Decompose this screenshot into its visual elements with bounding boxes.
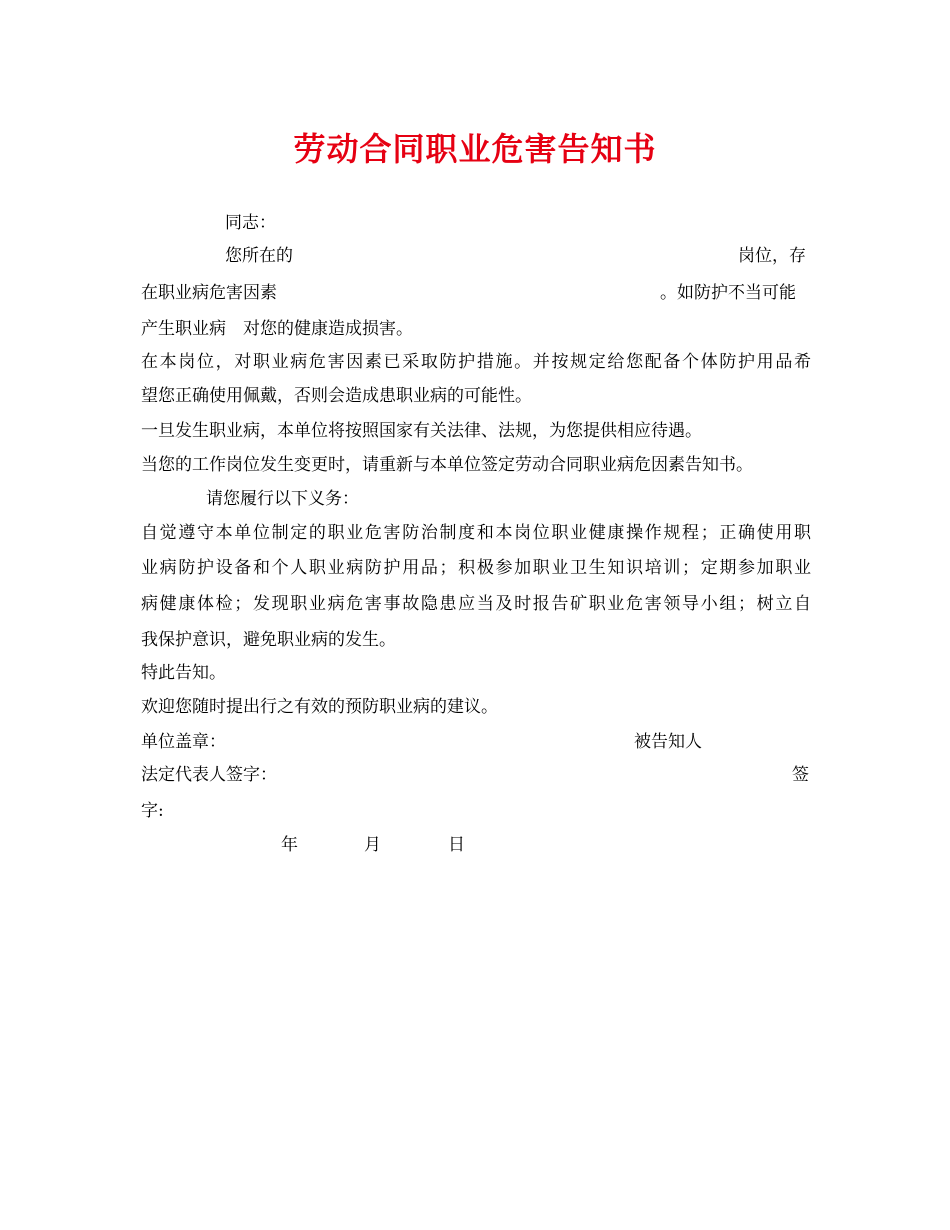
- duty-line-1: 自觉遵守本单位制定的职业危害防治制度和本岗位职业健康操作规程；正确使用职: [141, 523, 811, 543]
- measures-line-2: 望您正确使用佩戴，否则会造成患职业病的可能性。: [141, 386, 532, 406]
- factor-prefix: 在职业病危害因素: [141, 283, 277, 303]
- date-month: 月: [364, 835, 381, 855]
- treatment-line: 一旦发生职业病，本单位将按照国家有关法律、法规，为您提供相应待遇。: [141, 421, 702, 441]
- date-day: 日: [448, 835, 465, 855]
- sign-tail: 字:: [141, 801, 164, 821]
- factor-suffix: 。如防护不当可能: [660, 283, 796, 303]
- duty-intro: 请您履行以下义务：: [206, 489, 359, 509]
- date-year: 年: [281, 835, 298, 855]
- unit-seal-label: 单位盖章：: [141, 732, 226, 752]
- post-prefix: 您所在的: [225, 246, 293, 266]
- duty-line-3: 病健康体检；发现职业病危害事故隐患应当及时报告矿职业危害领导小组；树立自: [141, 594, 811, 614]
- notified-person-label: 被告知人: [634, 732, 702, 752]
- welcome-line: 欢迎您随时提出行之有效的预防职业病的建议。: [141, 697, 498, 717]
- sign-char: 签: [792, 765, 809, 785]
- notice-line: 特此告知。: [141, 663, 226, 683]
- legal-rep-sign-label: 法定代表人签字：: [141, 765, 277, 785]
- duty-line-2: 业病防护设备和个人职业病防护用品；积极参加职业卫生知识培训；定期参加职业: [141, 558, 811, 578]
- post-suffix: 岗位，存: [738, 246, 806, 266]
- harm-line: 产生职业病 对您的健康造成损害。: [141, 319, 413, 339]
- document-title: 劳动合同职业危害告知书: [293, 130, 657, 168]
- salutation: 同志：: [225, 213, 276, 233]
- measures-line-1: 在本岗位，对职业病危害因素已采取防护措施。并按规定给您配备个体防护用品希: [141, 352, 811, 372]
- duty-line-4: 我保护意识，避免职业病的发生。: [141, 630, 396, 650]
- change-line: 当您的工作岗位发生变更时，请重新与本单位签定劳动合同职业病危因素告知书。: [141, 455, 753, 475]
